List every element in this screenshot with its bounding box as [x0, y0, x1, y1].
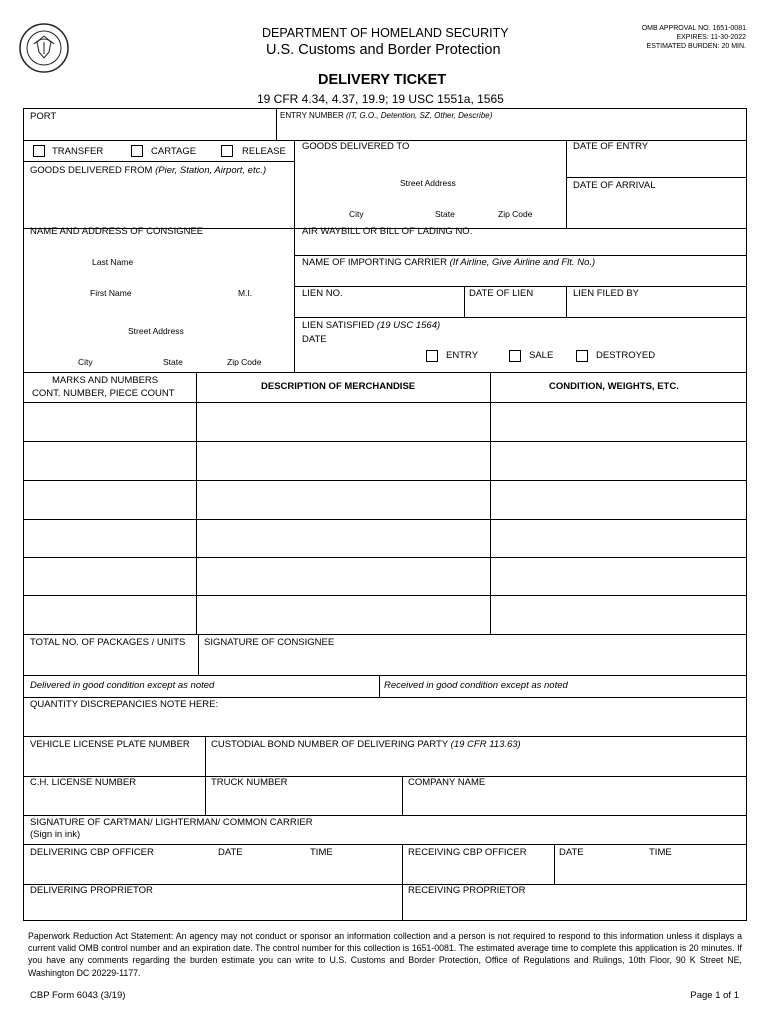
- condition-header: CONDITION, WEIGHTS, ETC.: [549, 381, 679, 392]
- goods-to-city-label: City: [349, 209, 364, 219]
- sale-checkbox[interactable]: [509, 350, 521, 362]
- delivering-officer-label: DELIVERING CBP OFFICER: [30, 847, 154, 858]
- cartage-checkbox[interactable]: [131, 145, 143, 157]
- signature-cartman-field[interactable]: [300, 818, 744, 842]
- merchandise-row[interactable]: [23, 595, 747, 634]
- date-of-arrival-field[interactable]: [570, 194, 744, 224]
- destroyed-label: DESTROYED: [596, 350, 656, 361]
- marks-header-1: MARKS AND NUMBERS: [52, 375, 159, 386]
- merchandise-row[interactable]: [23, 441, 747, 480]
- air-waybill-field[interactable]: [298, 238, 744, 254]
- entry-label: ENTRY: [446, 350, 479, 361]
- consignee-street-label: Street Address: [128, 326, 184, 336]
- company-name-field[interactable]: [406, 790, 744, 812]
- air-waybill-label: AIR WAYBILL OR BILL OF LADING NO.: [302, 226, 473, 237]
- consignee-state-label: State: [163, 357, 183, 367]
- delivering-officer-field[interactable]: [28, 860, 398, 882]
- truck-number-label: TRUCK NUMBER: [211, 777, 288, 788]
- date-of-lien-field[interactable]: [468, 300, 562, 314]
- description-header: DESCRIPTION OF MERCHANDISE: [261, 381, 416, 392]
- consignee-label: NAME AND ADDRESS OF CONSIGNEE: [30, 226, 204, 237]
- received-good-label: Received in good condition except as noted: [384, 680, 568, 691]
- goods-to-zip-label: Zip Code: [498, 209, 533, 219]
- total-packages-field[interactable]: [28, 650, 194, 672]
- page-number: Page 1 of 1: [690, 990, 739, 1001]
- lien-no-field[interactable]: [298, 300, 460, 314]
- lien-satisfied-label: LIEN SATISFIED (19 USC 1564): [302, 320, 441, 331]
- mi-label: M.I.: [238, 288, 253, 298]
- lien-filed-by-label: LIEN FILED BY: [573, 288, 639, 299]
- company-name-label: COMPANY NAME: [408, 777, 486, 788]
- importing-carrier-label: NAME OF IMPORTING CARRIER (If Airline, Give Airline and Flt. No.): [302, 257, 596, 268]
- signature-cartman-label: SIGNATURE OF CARTMAN/ LIGHTERMAN/ COMMON CARRIER: [30, 817, 313, 828]
- vehicle-plate-field[interactable]: [28, 752, 201, 772]
- consignee-field[interactable]: [28, 240, 290, 368]
- receiving-proprietor-label: RECEIVING PROPRIETOR: [408, 885, 526, 896]
- sale-label: SALE: [529, 350, 554, 361]
- port-label: PORT: [30, 111, 57, 122]
- consignee-zip-label: Zip Code: [227, 357, 262, 367]
- omb-approval: OMB APPROVAL NO. 1651-0081: [641, 25, 746, 32]
- port-field[interactable]: [28, 122, 272, 138]
- goods-to-label: GOODS DELIVERED TO: [302, 141, 410, 152]
- transfer-label: TRANSFER: [52, 146, 104, 157]
- vehicle-plate-label: VEHICLE LICENSE PLATE NUMBER: [30, 739, 190, 750]
- release-label: RELEASE: [242, 146, 286, 157]
- goods-from-field[interactable]: [28, 180, 290, 224]
- merchandise-row[interactable]: [23, 519, 747, 557]
- date-of-arrival-label: DATE OF ARRIVAL: [573, 180, 656, 191]
- lien-date-label: DATE: [302, 334, 327, 345]
- delivering-time-label: TIME: [310, 847, 333, 858]
- receiving-date-label: DATE: [559, 847, 584, 858]
- form-number: CBP Form 6043 (3/19): [30, 990, 126, 1001]
- date-of-entry-label: DATE OF ENTRY: [573, 141, 649, 152]
- cartage-label: CARTAGE: [151, 146, 197, 157]
- signature-consignee-label: SIGNATURE OF CONSIGNEE: [204, 637, 335, 648]
- delivering-date-label: DATE: [218, 847, 243, 858]
- quantity-discrepancies-label: QUANTITY DISCREPANCIES NOTE HERE:: [30, 699, 219, 710]
- date-of-entry-field[interactable]: [570, 154, 744, 174]
- entry-number-label: ENTRY NUMBER (IT, G.O., Detention, SZ, Other, Describe): [280, 111, 493, 120]
- receiving-officer-field[interactable]: [406, 860, 744, 882]
- release-checkbox[interactable]: [221, 145, 233, 157]
- custodial-bond-field[interactable]: [209, 752, 744, 772]
- delivering-proprietor-label: DELIVERING PROPRIETOR: [30, 885, 153, 896]
- first-name-label: First Name: [90, 288, 132, 298]
- form-title: DELIVERY TICKET: [318, 72, 447, 88]
- ch-license-label: C.H. LICENSE NUMBER: [30, 777, 137, 788]
- delivered-good-label: Delivered in good condition except as noted: [30, 680, 215, 691]
- goods-to-state-label: State: [435, 209, 455, 219]
- goods-to-field[interactable]: [298, 154, 562, 206]
- department-name: DEPARTMENT OF HOMELAND SECURITY: [262, 26, 509, 40]
- destroyed-checkbox[interactable]: [576, 350, 588, 362]
- quantity-discrepancies-field[interactable]: [28, 712, 744, 734]
- entry-number-field[interactable]: [280, 122, 742, 138]
- date-of-lien-label: DATE OF LIEN: [469, 288, 534, 299]
- goods-from-label: GOODS DELIVERED FROM (Pier, Station, Airport, etc.): [30, 165, 267, 176]
- lien-no-label: LIEN NO.: [302, 288, 343, 299]
- truck-number-field[interactable]: [209, 790, 398, 812]
- signature-consignee-field[interactable]: [202, 650, 744, 672]
- agency-name: U.S. Customs and Border Protection: [266, 42, 501, 58]
- goods-to-street-label: Street Address: [400, 178, 456, 188]
- custodial-bond-label: CUSTODIAL BOND NUMBER OF DELIVERING PARTY (19 CFR 113.63): [211, 739, 521, 750]
- merchandise-row[interactable]: [23, 480, 747, 519]
- marks-header-2: CONT. NUMBER, PIECE COUNT: [32, 388, 175, 399]
- sign-in-ink-label: (Sign in ink): [30, 829, 81, 840]
- receiving-proprietor-field[interactable]: [406, 898, 744, 918]
- omb-expires: EXPIRES: 11-30-2022: [676, 34, 746, 41]
- lien-filed-by-field[interactable]: [570, 300, 744, 314]
- omb-burden: ESTIMATED BURDEN: 20 MIN.: [646, 43, 746, 50]
- delivering-proprietor-field[interactable]: [28, 898, 398, 918]
- last-name-label: Last Name: [92, 257, 134, 267]
- dhs-seal-icon: [18, 22, 70, 74]
- consignee-city-label: City: [78, 357, 93, 367]
- merchandise-row[interactable]: [23, 402, 747, 441]
- ch-license-field[interactable]: [28, 790, 201, 812]
- paperwork-reduction-statement: Paperwork Reduction Act Statement: An agency may not conduct or sponsor an information collection and a person is not required to respond to this information unless it displays a current valid OMB control number and an expiration date. The control number for this collection is 1651-0081. The estimated average time to complete this application is 20 minutes. If you have any comments regarding the burden estimate you can write to U.S. Customs and Border Protection, Office of Regulations and Rulings, 10th Floor, 90 K Street NE, Washington DC 20229-1177.: [28, 931, 742, 978]
- merchandise-row[interactable]: [23, 557, 747, 595]
- transfer-checkbox[interactable]: [33, 145, 45, 157]
- form-citation: 19 CFR 4.34, 4.37, 19.9; 19 USC 1551a, 1565: [257, 92, 504, 106]
- entry-checkbox[interactable]: [426, 350, 438, 362]
- receiving-officer-label: RECEIVING CBP OFFICER: [408, 847, 527, 858]
- total-packages-label: TOTAL NO. OF PACKAGES / UNITS: [30, 637, 186, 648]
- receiving-time-label: TIME: [649, 847, 672, 858]
- importing-carrier-field[interactable]: [298, 270, 744, 284]
